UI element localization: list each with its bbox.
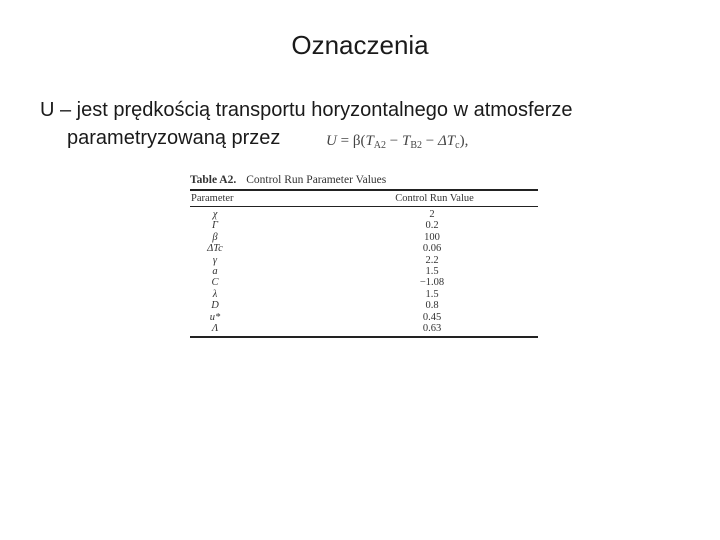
table-bottom-rule [190, 336, 538, 338]
table-row [190, 220, 538, 231]
formula-beta: β [352, 133, 361, 149]
table-row [190, 255, 538, 266]
formula-ta2: T [365, 133, 374, 149]
formula-u: U [326, 133, 337, 149]
row-value: 2.2 [425, 254, 439, 266]
row-value: 100 [424, 231, 440, 243]
formula-ta2-sub: A2 [373, 140, 387, 151]
formula-delta-tc: ΔT [437, 133, 456, 149]
parameter-table [190, 171, 538, 338]
row-value: 0.8 [425, 300, 439, 312]
formula-tb2: T [402, 133, 411, 149]
row-value: 0.63 [422, 322, 442, 334]
row-symbol: u* [209, 311, 221, 323]
formula-open-paren: ( [360, 133, 366, 149]
formula-tb2-sub: B2 [410, 140, 423, 151]
row-symbol: β [212, 231, 218, 243]
table-row [190, 232, 538, 243]
row-value: 2 [429, 209, 435, 220]
row-symbol: γ [212, 254, 218, 266]
table-row [190, 209, 538, 220]
formula-minus-2: − [422, 133, 438, 149]
formula-close-paren: ), [459, 133, 469, 149]
table-row [190, 289, 538, 300]
row-symbol: λ [212, 288, 218, 300]
row-symbol: χ [212, 209, 218, 220]
row-value: 0.06 [422, 243, 442, 255]
header-parameter: Parameter [191, 193, 234, 204]
table-caption-text: Control Run Parameter Values [246, 174, 387, 186]
row-symbol: D [211, 300, 219, 312]
table-row [190, 323, 538, 334]
slide-title: Oznaczenia [291, 30, 429, 60]
header-value: Control Run Value [395, 193, 474, 204]
row-symbol: Γ [212, 220, 218, 232]
row-value: 0.2 [425, 220, 439, 232]
table-row [190, 266, 538, 277]
row-value: 1.5 [425, 265, 439, 277]
formula-minus-1: − [386, 133, 402, 149]
row-symbol: a [212, 265, 218, 277]
row-symbol: C [211, 277, 219, 289]
table-caption [190, 171, 538, 189]
transport-formula [326, 130, 468, 157]
bullet-line-1: U – jest prędkością transportu horyzontalnego w atmosferze [40, 99, 573, 121]
row-symbol: Λ [211, 322, 219, 334]
formula-delta-tc-sub: c [455, 140, 460, 151]
row-symbol: ΔTc [207, 243, 223, 255]
table-header [190, 191, 538, 206]
table-caption-label: Table A2. [190, 174, 237, 186]
table-row [190, 243, 538, 254]
table-body [190, 207, 538, 334]
row-value: −1.08 [419, 277, 445, 289]
bullet-line-2: parametryzowaną przez [67, 127, 281, 149]
formula-equals: = [336, 133, 353, 149]
row-value: 0.45 [422, 311, 442, 323]
table-row [190, 300, 538, 311]
table-row [190, 277, 538, 288]
table-row [190, 312, 538, 323]
row-value: 1.5 [425, 288, 439, 300]
